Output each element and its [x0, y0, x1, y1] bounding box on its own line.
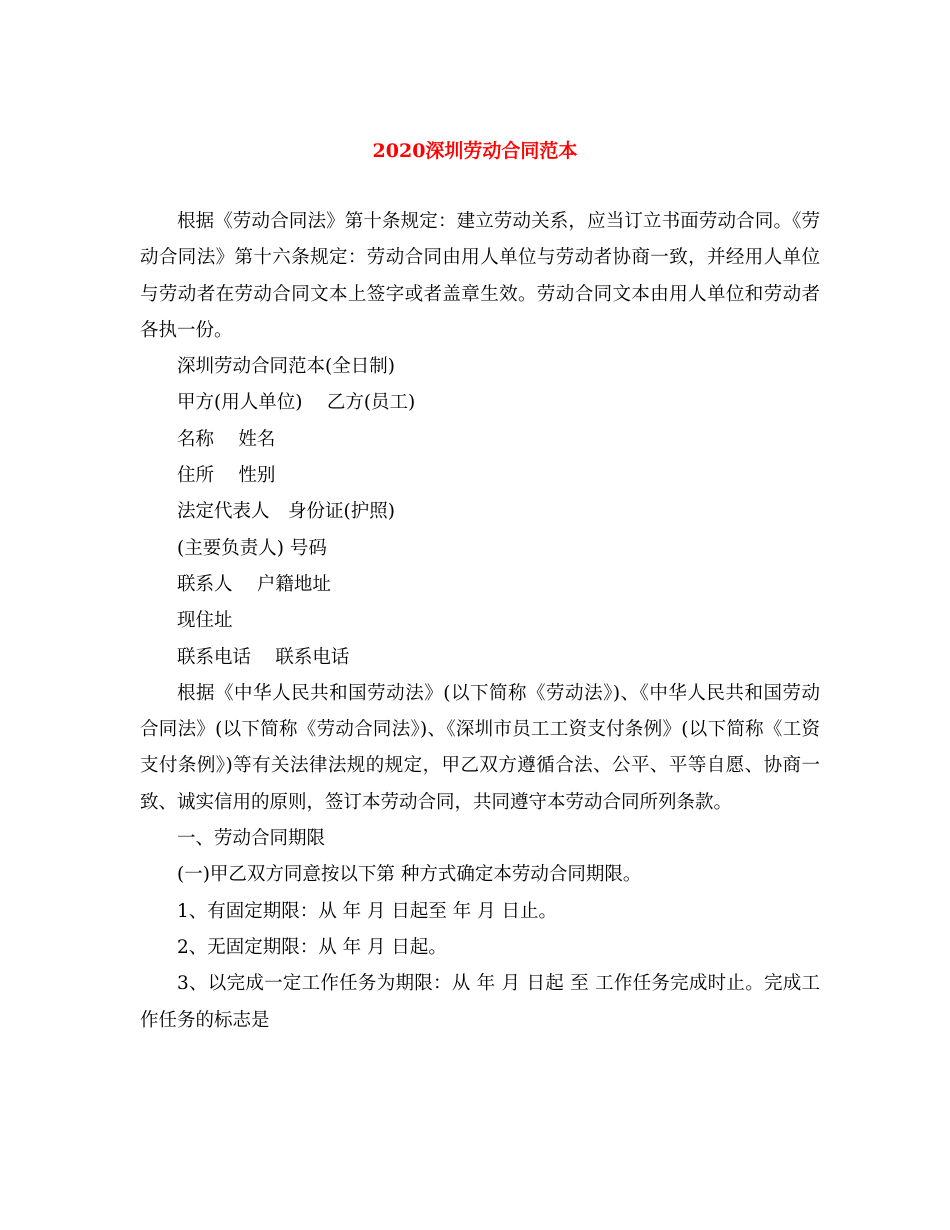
paragraph-current-address: 现住址: [177, 610, 233, 632]
paragraph-name: 名称 姓名: [177, 428, 276, 450]
document-body: [140, 204, 820, 1039]
paragraph-contact: 联系人 户籍地址: [177, 573, 331, 595]
paragraph-term-method: (一)甲乙双方同意按以下第 种方式确定本劳动合同期限。: [177, 864, 642, 886]
paragraph-template-title: 深圳劳动合同范本(全日制): [177, 356, 395, 378]
paragraph-intro: 根据《劳动合同法》第十条规定：建立劳动关系，应当订立书面劳动合同。《劳动合同法》第十六条规定：劳动合同由用人单位与劳动者协商一致，并经用人单位与劳动者在劳动合同文本上签字或者盖章生效。劳动合同文本由用人单位和劳动者各执一份。: [140, 211, 820, 341]
paragraph-address: 住所 性别: [177, 465, 276, 487]
paragraph-responsible: (主要负责人) 号码: [177, 537, 327, 559]
paragraph-open-term: 2、无固定期限：从 年 月 日起。: [177, 936, 447, 958]
document-title: 2020深圳劳动合同范本: [372, 140, 578, 162]
paragraph-legal-basis: 根据《中华人民共和国劳动法》(以下简称《劳动法》)、《中华人民共和国劳动合同法》(以下简称《劳动合同法》)、《深圳市员工工资支付条例》(以下简称《工资支付条例》)等有关法律法规的规定，甲乙双方遵循合法、公平、平等自愿、协商一致、诚实信用的原则，签订本劳动合同，共同遵守本劳动合同所列条款。: [140, 682, 820, 813]
paragraph-fixed-term: 1、有固定期限：从 年 月 日起至 年 月 日止。: [177, 900, 558, 922]
paragraph-section-heading: 一、劳动合同期限: [177, 828, 326, 850]
paragraph-phone: 联系电话 联系电话: [177, 646, 350, 668]
paragraph-task-term: 3、以完成一定工作任务为期限：从 年 月 日起 至 工作任务完成时止。完成工作任务的标志是: [140, 973, 820, 1031]
paragraph-legal-rep: 法定代表人 身份证(护照): [177, 501, 395, 523]
paragraph-parties: 甲方(用人单位) 乙方(员工): [177, 392, 416, 414]
